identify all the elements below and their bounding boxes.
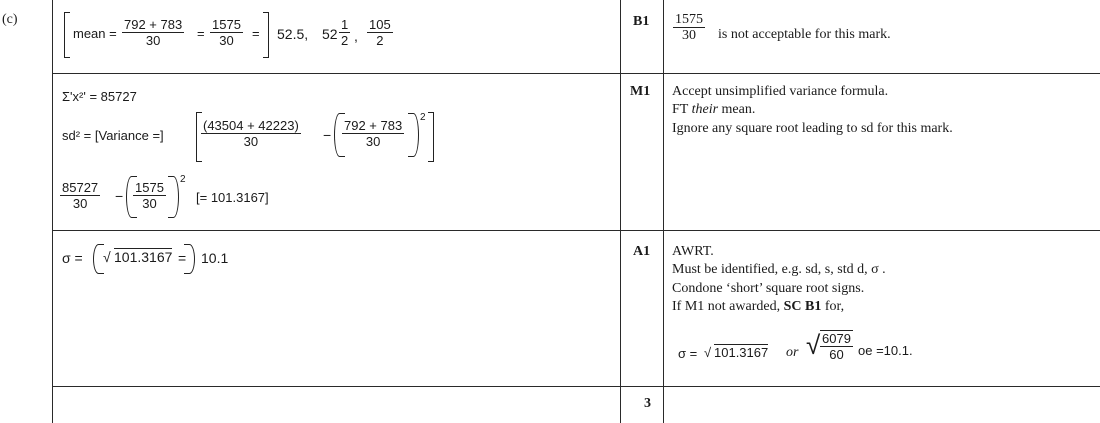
close-paren	[408, 113, 419, 157]
formula-tail: oe =10.1.	[858, 343, 913, 358]
equals-sign: =	[197, 26, 205, 41]
note-ft-their-mean: FT their mean.	[672, 102, 756, 117]
note-fraction-1575-over-30: $\frac{1575}{30}$	[675, 12, 703, 43]
mixed-whole: 52	[322, 26, 338, 42]
comma: ,	[354, 28, 358, 44]
row-divider-3	[52, 386, 1100, 387]
note-not-acceptable: is not acceptable for this mark.	[718, 27, 891, 42]
note-ignore-sqrt: Ignore any square root leading to sd for this mark.	[672, 121, 953, 136]
left-bracket	[64, 12, 70, 58]
formula-sqrt-symbol: √	[704, 345, 712, 360]
part-label: (c)	[2, 12, 18, 27]
sum-of-squares: Σ'x²' = 85727	[62, 89, 137, 104]
big-right-bracket	[428, 112, 434, 162]
note-condone-short: Condone ‘short’ square root signs.	[672, 281, 865, 296]
formula-fraction-6079-over-60: $\frac{6079}{60}$	[822, 331, 851, 362]
sigma-equals-2: =	[178, 250, 187, 266]
alt-fraction-85727-over-30: $\frac{85727}{30}$	[62, 180, 99, 211]
table-left-border	[52, 0, 53, 423]
alt-minus: −	[115, 188, 124, 204]
alt-close-paren	[168, 176, 179, 218]
variance-result: [= 101.3167]	[196, 190, 269, 205]
column-divider-notes	[663, 0, 664, 423]
mixed-fraction-half: $\frac{1}{2}$	[341, 17, 349, 48]
sqrt-radicand: 101.3167	[114, 249, 173, 265]
row-divider-1	[52, 73, 1100, 74]
note-awrt: AWRT.	[672, 244, 714, 259]
fraction-sum-x-over-30: $\frac{(43504 + 42223)}{30}$	[203, 118, 299, 149]
equals-sign-2: =	[252, 26, 260, 41]
fraction-105-over-2: $\frac{105}{2}$	[369, 17, 391, 48]
mean-value: 52.5,	[277, 26, 309, 42]
mean-label: mean =	[73, 26, 117, 41]
square-exponent: 2	[420, 112, 426, 123]
alt-fraction-1575-over-30: $\frac{1575}{30}$	[135, 180, 164, 211]
row-divider-2	[52, 230, 1100, 231]
note-special-case: If M1 not awarded, SC B1 for,	[672, 299, 845, 314]
note-must-be-identified: Must be identified, e.g. sd, s, std d, σ .	[672, 262, 886, 277]
mark-m1: M1	[630, 84, 651, 99]
total-marks: 3	[644, 396, 651, 411]
formula-or: or	[786, 345, 799, 360]
fraction-1575-over-30: $\frac{1575}{30}$	[212, 17, 241, 48]
mark-a1: A1	[633, 244, 651, 259]
fraction-mean-inner: $\frac{792 + 783}{30}$	[344, 118, 403, 149]
formula-big-sqrt: √	[806, 330, 821, 360]
sigma-close-paren	[184, 244, 195, 274]
fraction-sum-over-30: $\frac{792 + 783}{30}$	[124, 17, 183, 48]
note-accept-unsimplified: Accept unsimplified variance formula.	[672, 84, 889, 99]
formula-sigma: σ =	[678, 346, 698, 361]
mark-b1: B1	[633, 14, 650, 29]
sd-variance-label: sd² = [Variance =]	[62, 128, 164, 143]
column-divider-mark	[620, 0, 621, 423]
minus-sign: −	[323, 127, 332, 143]
alt-square-exponent: 2	[180, 174, 186, 185]
sigma-equals: σ =	[62, 250, 83, 266]
formula-sqrt-radicand: 101.3167	[714, 345, 769, 360]
sd-result: 10.1	[201, 250, 229, 266]
sqrt-symbol: √	[103, 249, 111, 265]
right-bracket	[263, 12, 269, 58]
